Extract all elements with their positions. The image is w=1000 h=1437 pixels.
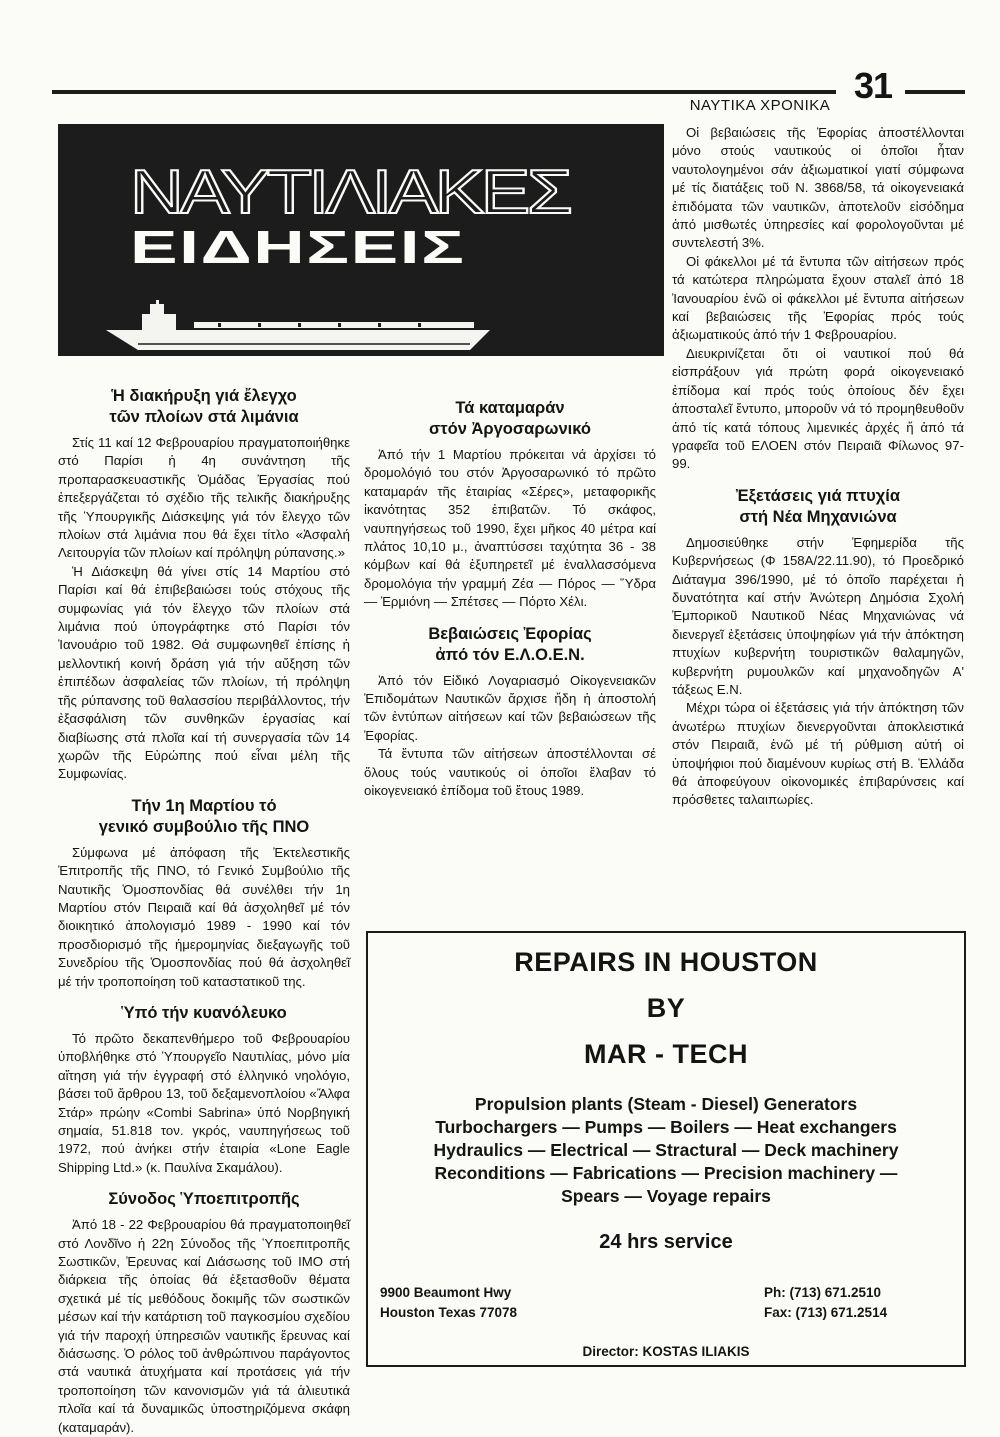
- advert-director: Director: KOSTAS ILIAKIS: [582, 1344, 750, 1359]
- headline-pno-council: Τήν 1η Μαρτίου τό γενικό συμβούλιο τῆς ΠΝΟ: [98, 796, 310, 836]
- column-middle: [364, 386, 656, 801]
- magazine-name: ΝΑΥΤΙΚΑ ΧΡΟΝΙΚΑ: [689, 97, 831, 114]
- advert-hours: 24 hrs service: [599, 1231, 733, 1253]
- headline-ship-control: Ἡ διακήρυξη γιά ἔλεγχο τῶν πλοίων στά λιμάνια: [109, 387, 299, 426]
- advert-service-line: Spears — Voyage repairs: [561, 1186, 771, 1206]
- advert-service-line: Propulsion plants (Steam - Diesel) Generators: [474, 1094, 858, 1114]
- article-paragraph: Ἀπό τήν 1 Μαρτίου πρόκειται νά ἀρχίσει τό δρομολόγιό του στόν Ἀργοσαρωνικό τό πρῶτο καταμαράν τῆς ἑταιρίας «Σέρες», μεταφορικῆς ἱκανότητας 352 ἐπιβατῶν. Τό σκάφος, ναυπηγήσεως τοῦ 1990, ἔχει μῆκος 40 μέτρα καί πλάτος 10,10 μ., ἀναπτύσσει ταχύτητα 36 - 38 κόμβων καί θά ἐξυπηρετεῖ μέ ἐναλλασσόμενα δρομολόγια τήν γραμμή Ζέα — Πόρος — Ὕδρα — Ἑρμιόνη — Σπέτσες — Πόρτο Χέλι.: [364, 447, 656, 610]
- ship-icon: [98, 300, 518, 356]
- advert-fax: Fax: (713) 671.2514: [764, 1305, 888, 1320]
- advert-service-line: Reconditions — Fabrications — Precision machinery —: [434, 1163, 898, 1183]
- header-rule-right: [905, 90, 965, 94]
- article-paragraph: Οἱ βεβαιώσεις τῆς Ἐφορίας ἀποστέλλονται μόνο στούς ναυτικούς οἱ ὁποῖοι ἦταν ναυτολογημένοι σάν ἀξιωματικοί γιατί σύμφωνα μέ τίς διατάξεις τοῦ Ν. 3868/58, τά οἰκογενειακά ἐπιδόματα τῶν ναυτικῶν, ἀποτελοῦν εἰσόδημα ἀπό μισθωτές ὑπηρεσίες καί φορολογοῦνται μέ συντελεστή 3%.: [672, 125, 964, 251]
- advert-service-line: Hydraulics — Electrical — Stractural — Deck machinery: [433, 1140, 899, 1160]
- advert-box: [366, 931, 966, 1367]
- advert-address-street: 9900 Beaumont Hwy: [380, 1285, 512, 1300]
- article-paragraph: Διευκρινίζεται ὅτι οἱ ναυτικοί πού θά εἰσπράξουν γιά πρώτη φορά οἰκογενειακό ἐπίδομα καί πρός τούς ὁποίους δέν ἔχει ἀποσταλεῖ ἔντυπο, μποροῦν νά τό προμηθευθοῦν ἀπό τίς κατά τόπους λιμενικές ἀρχές ἤ ἀπό τά γραφεῖα τοῦ ΕΛΟΕΝ στόν Πειραιᾶ Φίλωνος 97-99.: [672, 345, 964, 472]
- headline-blue-white: Ὑπό τήν κυανόλευκο: [121, 1003, 287, 1022]
- article-paragraph: Τά ἔντυπα τῶν αἰτήσεων ἀποστέλλονται σέ ὅλους τούς ναυτικούς οἱ ὁποῖοι ἔλαβαν τό οἰκογενειακό ἐπίδομα τοῦ ἔτους 1989.: [364, 746, 656, 799]
- advert-address: [380, 1283, 517, 1323]
- article-paragraph: Οἱ φάκελλοι μέ τά ἔντυπα τῶν αἰτήσεων πρός τά κατώτερα πληρώματα ἔχουν σταλεῖ ἀπό 18 Ἰανουαρίου ἐνῶ οἱ φάκελλοι μέ ἔντυπα αἰτήσεων καί βεβαιώσεις τῆς Ἐφορίας πρός τούς ἀξιωματικούς ἀπό τήν 1 Φεβρουαρίου.: [672, 253, 964, 343]
- article-paragraph: Δημοσιεύθηκε στήν Ἐφημερίδα τῆς Κυβερνήσεως (Φ 158Α/22.11.90), τό Προεδρικό Διάταγμα 396/1990, μέ τό ὁποῖο παρέχεται ἡ δυνατότητα καί στήν Ἀνώτερη Δημόσια Σχολή Ἐμπορικοῦ Ναυτικοῦ Νέας Μηχανιώνας νά διενεργεῖ ἐξετάσεις ὑποψηφίων γιά τήν ἀπόκτηση πτυχίων κυβερνήτη τουριστικῶν θαλαμηγῶν, κυβερνήτη ρυμουλκῶν καί μηχανοδηγῶν Α' τάξεως Ε.Ν.: [672, 534, 964, 697]
- article-paragraph: Ἡ Διάσκεψη θά γίνει στίς 14 Μαρτίου στό Παρίσι καί θά ἐπιβεβαιώσει τούς στόχους τῆς συμφωνίας γιά τόν ἔλεγχο τῶν πλοίων στά λιμάνια πού ὑπογράφτηκε στό Παρίσι τόν Ἰανουάριο τοῦ 1982. Θά συμφωνηθεῖ ἐπίσης ἡ μελλοντική κοινή δράση γιά τήν αὔξηση τῶν ἐπιπέδων ἀσφαλείας τῶν πλοίων, τή πρόληψη τῆς ρύπανσης τοῦ θαλασσίου περιβάλλοντος, τήν ἐξασφάλιση τῶν συνθηκῶν ἐργασίας καί διαβίωσης στά πλοῖα καί τή συνεργασία τῶν 14 χωρῶν τῆς Εὐρώπης πού εἶναι μέλη τῆς Συμφωνίας.: [58, 563, 350, 782]
- section-banner: [58, 124, 664, 356]
- column-right: [672, 124, 964, 810]
- page-number: 31: [853, 65, 893, 106]
- advert-contact: [764, 1283, 887, 1323]
- advert-service-line: Turbochargers — Pumps — Boilers — Heat exchangers: [435, 1117, 897, 1137]
- article-paragraph: Σύμφωνα μέ ἀπόφαση τῆς Ἐκτελεστικῆς Ἐπιτροπῆς τῆς ΠΝΟ, τό Γενικό Συμβούλιο τῆς Ναυτικῆς Ὁμοσπονδίας θά συνέλθει τήν 1η Μαρτίου στόν Πειραιᾶ καί θά ἀσχοληθεῖ μέ τόν διοικητικό ἀπολογισμό 1989 - 1990 καί τόν προσδιορισμό τῆς ἡμερομηνίας διεξαγωγῆς τοῦ Συνεδρίου τῆς Ὁμοσπονδίας πού θά ἀσχοληθεῖ μέ τήν τροποποίηση τοῦ καταστατικοῦ της.: [58, 844, 350, 989]
- article-paragraph: Ἀπό τόν Εἰδικό Λογαριασμό Οἰκογενειακῶν Ἐπιδομάτων Ναυτικῶν ἄρχισε ἤδη ἡ ἀποστολή τῶν ἐντύπων αἰτήσεων καί τῶν βεβαιώσεων τῆς Ἐφορίας.: [364, 672, 656, 743]
- article-paragraph: Στίς 11 καί 12 Φεβρουαρίου πραγματοποιήθηκε στό Παρίσι ἡ 4η συνάντηση τῆς προπαρασκευαστικῆς Ὁμάδας Ἐργασίας πού ἐπεξεργάζεται τό σχέδιο τῆς τελικῆς διακήρυξης τῆς Ὑπουργικῆς Διάσκεψης γιά τόν ἔλεγχο τῶν πλοίων στά λιμάνια που θά ἔχει τίτλο «Ἀσφαλή Λειτουργία τῶν πλοίων καί πρόληψη ρύπανσης.»: [58, 435, 350, 561]
- header-rule-left: [52, 90, 836, 94]
- headline-exams: Ἐξετάσεις γιά πτυχία στή Νέα Μηχανιώνα: [735, 486, 901, 526]
- headline-subcommittee: Σύνοδος Ὑποεπιτροπῆς: [108, 1190, 300, 1209]
- article-paragraph: Μέχρι τώρα οἱ ἐξετάσεις γιά τήν ἀπόκτηση τῶν ἀνωτέρω πτυχίων διενεργοῦνται ἀποκλειστικά στόν Πειραιᾶ, ἐνῶ μέ τή ρύθμιση αὐτή οἱ ὑποψήφιοι πού διαμένουν κυρίως στή Β. Ἑλλάδα θά ἀποφεύγουν οἰκονομικές ἐπιβαρύνσεις καί πρόσθετες ταλαιπωρίες.: [672, 700, 964, 808]
- banner-title-outline: ΝΑΥΤΙΛΙΑΚΕΣ: [130, 158, 570, 227]
- advert-headline: REPAIRS IN HOUSTON: [514, 947, 818, 977]
- article-paragraph: Ἀπό 18 - 22 Φεβρουαρίου θά πραγματοποιηθεῖ στό Λονδῖνο ἡ 22η Σύνοδος τῆς Ὑποεπιτροπῆς Σωστικῶν, Ἐρευνας καί Διάσωσης τοῦ ΙΜΟ στή διάρκεια τῆς ὁποίας θά ἐξετασθοῦν θέματα σχετικά μέ τίς μεθόδους δοκιμῆς τῶν σωστικῶν μέσων καί τήν κατάρτιση τοῦ παγκοσμίου σχεδίου γιά τήν παροχή ὑπηρεσιῶν ναυτικῆς ἔρευνας καί διάσωσης. Ὁ ρόλος τοῦ ἀνθρώπινου παράγοντος στά ναυτικά ἀτυχήματα καί προτάσεις γιά τήν τροποποίηση τῶν κανονισμῶν γιά τά ἁλιευτικά πλοῖα καί τά δυναμικῶς ὑποστηριζόμενα σκάφη (καταμαράν).: [58, 1217, 350, 1435]
- column-left: [58, 386, 350, 1437]
- advert-address-city: Houston Texas 77078: [380, 1305, 518, 1320]
- article-paragraph: Τό πρῶτο δεκαπενθήμερο τοῦ Φεβρουαρίου ὑποβλήθηκε στό Ὑπουργεῖο Ναυτιλίας, μόνο μία αἴτηση γιά τήν ἐγγραφή στό ἑλληνικό νηολόγιο, βάσει τοῦ ἄρθρου 13, τοῦ δεξαμενοπλοίου «Ἄλφα Στάρ» πρώην «Combi Sabrina» ὑπό Νορβηγική σημαία, 51.818 τον. γκρός, ναυπηγήσεως τοῦ 1972, πού ἀνήκει στήν ἑταιρία «Lone Eagle Shipping Ltd.» (κ. Παυλίνα Σκαμάλου).: [58, 1030, 350, 1175]
- banner-title-bold: ΕΙΔΗΣΕΙΣ: [130, 221, 466, 273]
- headline-tax-certificates: Βεβαιώσεις Ἐφορίας ἀπό τόν Ε.Λ.Ο.Ε.Ν.: [428, 624, 592, 664]
- advert-company: MAR - TECH: [584, 1039, 748, 1069]
- advert-phone: Ph: (713) 671.2510: [764, 1285, 882, 1300]
- headline-catamaran: Τά καταμαράν στόν Ἀργοσαρωνικό: [429, 399, 591, 438]
- advert-headline-by: BY: [646, 993, 686, 1023]
